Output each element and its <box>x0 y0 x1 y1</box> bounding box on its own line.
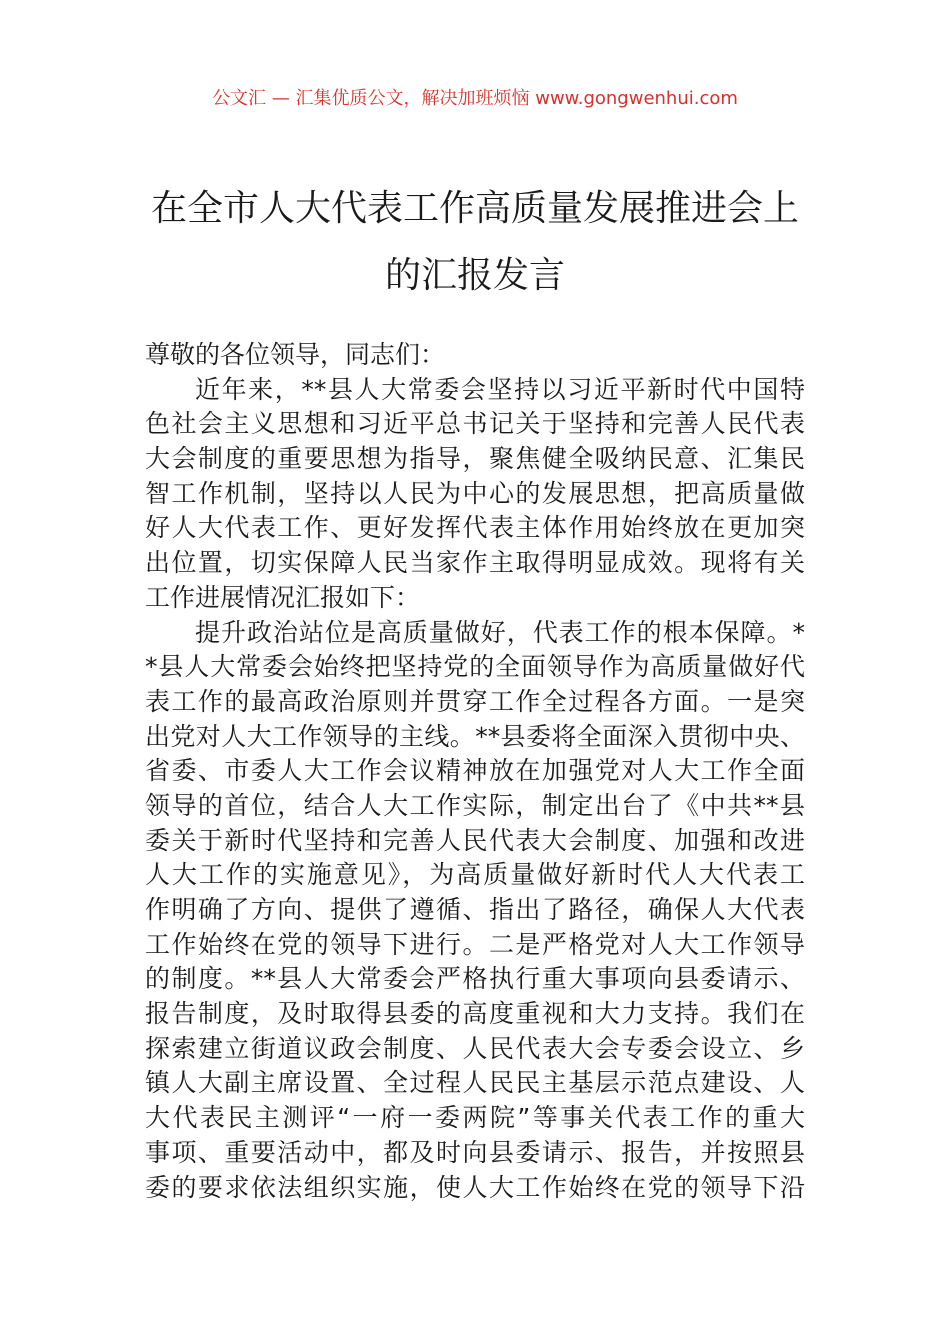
body-text-line: 领导的首位，结合人大工作实际，制定出台了《中共**县 <box>145 790 805 820</box>
body-text-line: 省委、市委人大工作会议精神放在加强党对人大工作全面 <box>145 756 805 786</box>
body-text-line: 尊敬的各位领导，同志们： <box>145 340 446 369</box>
body-text-line: 的制度。**县人大常委会严格执行重大事项向县委请示、 <box>145 964 805 994</box>
body-text-line: 表工作的最高政治原则并贯穿工作全过程各方面。一是突 <box>145 686 805 716</box>
body-text-line: 大会制度的重要思想为指导，聚焦健全吸纳民意、汇集民 <box>145 444 805 474</box>
watermark-header: 公文汇 — 汇集优质公文，解决加班烦恼 www.gongwenhui.com <box>212 88 738 109</box>
document-title-line-2: 的汇报发言 <box>384 255 565 296</box>
body-text-line: 出党对人大工作领导的主线。**县委将全面深入贯彻中央、 <box>145 721 805 751</box>
body-text-line: 事项、重要活动中，都及时向县委请示、报告，并按照县 <box>145 1137 805 1167</box>
body-text-line: *县人大常委会始终把坚持党的全面领导作为高质量做好代 <box>145 652 805 682</box>
body-text-line: 作明确了方向、提供了遵循、指出了路径，确保人大代表 <box>145 895 805 924</box>
body-text-line: 镇人大副主席设置、全过程人民民主基层示范点建设、人 <box>145 1068 805 1098</box>
body-text-line: 报告制度，及时取得县委的高度重视和大力支持。我们在 <box>145 999 805 1029</box>
body-text-line: 色社会主义思想和习近平总书记关于坚持和完善人民代表 <box>145 409 805 439</box>
body-text-line: 提升政治站位是高质量做好，代表工作的根本保障。* <box>195 617 805 647</box>
body-text-line: 智工作机制，坚持以人民为中心的发展思想，把高质量做 <box>145 478 805 508</box>
body-text-line: 大代表民主测评“一府一委两院”等事关代表工作的重大 <box>145 1103 805 1133</box>
document-title-line-1: 在全市人大代表工作高质量发展推进会上 <box>150 188 799 229</box>
document-body <box>145 338 805 1205</box>
body-text-line: 工作进展情况汇报如下： <box>145 582 421 612</box>
body-text-line: 委的要求依法组织实施，使人大工作始终在党的领导下沿 <box>145 1172 805 1202</box>
body-text-line: 近年来，**县人大常委会坚持以习近平新时代中国特 <box>195 374 805 404</box>
body-text-line: 工作始终在党的领导下进行。二是严格党对人大工作领导 <box>145 929 805 959</box>
body-text-line: 好人大代表工作、更好发挥代表主体作用始终放在更加突 <box>145 513 805 543</box>
body-text-line: 人大工作的实施意见》，为高质量做好新时代人大代表工 <box>145 860 805 890</box>
body-text-line: 出位置，切实保障人民当家作主取得明显成效。现将有关 <box>145 548 805 578</box>
body-text-line: 探索建立街道议政会制度、人民代表大会专委会设立、乡 <box>145 1033 805 1063</box>
body-text-line: 委关于新时代坚持和完善人民代表大会制度、加强和改进 <box>145 825 805 855</box>
